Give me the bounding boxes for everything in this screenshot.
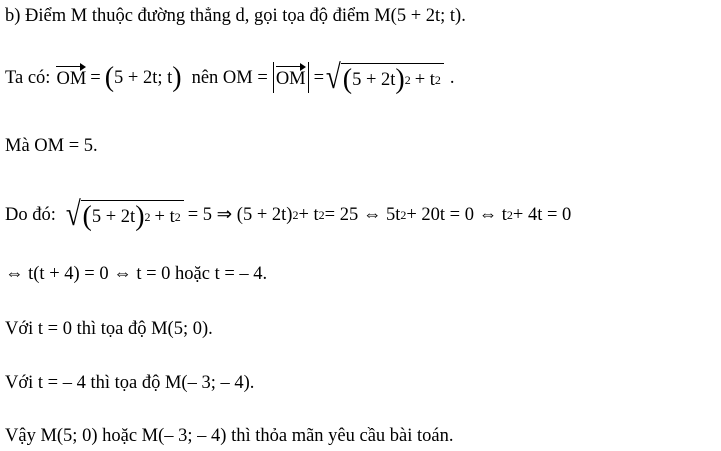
close-paren: ): [172, 61, 182, 93]
vector-om-formula: Ta có: OM = ( 5 + 2t; t ) nên OM = OM = √ ( 5 + 2t ) 2 + t 2 .: [5, 59, 455, 96]
sqrt-expression: √ ( 5 + 2t ) 2 + t 2: [324, 63, 444, 92]
equals-2: =: [313, 67, 325, 88]
open-paren: (: [104, 61, 115, 93]
prefix: Ta có:: [5, 67, 51, 88]
vector-om-abs: OM: [276, 65, 306, 91]
factor-solution: ⇔ t(t + 4) = 0 ⇔ t = 0 hoặc t = – 4.: [5, 264, 268, 284]
case-t-minus-four: Với t = – 4 thì tọa độ M(– 3; – 4).: [5, 373, 255, 393]
radical-sign-2: √: [65, 196, 81, 233]
mid-text: nên OM =: [191, 67, 268, 88]
case-t-zero: Với t = 0 thì tọa độ M(5; 0).: [5, 319, 213, 339]
om-equals-five: Mà OM = 5.: [5, 136, 98, 156]
equals: =: [90, 67, 101, 88]
coords: 5 + 2t; t: [114, 67, 173, 88]
part-b-statement: [5, 4, 466, 28]
radical-sign: √: [325, 59, 341, 96]
equation-solve: Do đó: √ ( 5 + 2t ) 2 + t 2 = 5 ⇒ (5 + 2t) 2 + t 2 = 25 ⇔ 5t 2 + 20t = 0 ⇔ t 2 + 4t = 0: [5, 196, 572, 233]
sqrt-expression-2: √ ( 5 + 2t ) 2 + t 2: [64, 200, 184, 229]
vector-magnitude: [273, 62, 309, 93]
text-line-1: b) Điểm M thuộc đường thẳng d, gọi tọa độ điểm M(5 + 2t; t).: [5, 6, 466, 26]
conclusion: Vậy M(5; 0) hoặc M(– 3; – 4) thì thỏa mãn yêu cầu bài toán.: [5, 426, 454, 446]
vector-om: OM: [56, 65, 86, 91]
